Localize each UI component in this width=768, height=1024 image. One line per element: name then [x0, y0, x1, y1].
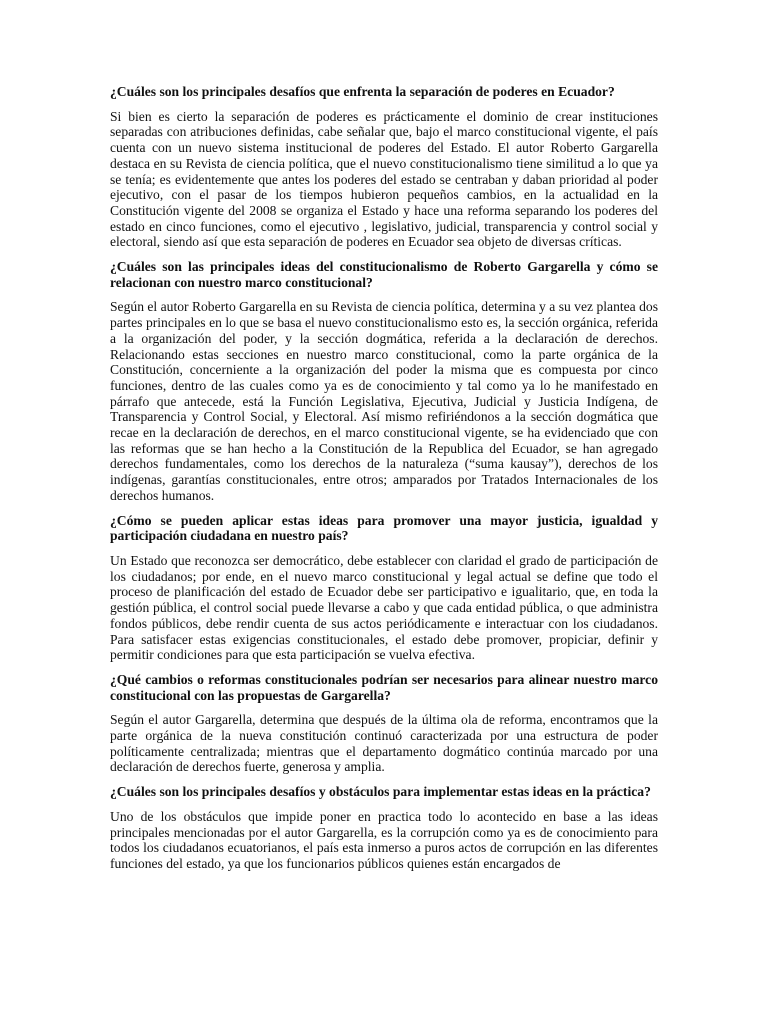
- section-paragraph: Un Estado que reconozca ser democrático, debe establecer con claridad el grado de participación de los ciudadanos; por ende, en el nuevo marco constitucional y legal actual se define que todo el proceso de planificación del estado de Ecuador debe ser participativo e igualitario, que, en toda la gestión pública, el control social puede llevarse a cabo y que cada entidad pública, o que administra fondos públicos, debe rendir cuenta de sus actos periódicamente e interactuar con los ciudadanos. Para satisfacer estas exigencias constitucionales, el estado debe promover, propiciar, definir y permitir condiciones para que esta participación se vuelva efectiva.: [110, 552, 658, 663]
- section-aplicar-ideas: [110, 513, 658, 663]
- section-heading: ¿Cuáles son los principales desafíos y obstáculos para implementar estas ideas en la práctica?: [110, 784, 651, 800]
- section-heading: ¿Cuáles son los principales desafíos que enfrenta la separación de poderes en Ecuador?: [110, 84, 615, 99]
- section-heading: ¿Cuáles son las principales ideas del constitucionalismo de Roberto Gargarella y cómo se relacionan con nuestro marco constitucional?: [110, 259, 658, 290]
- section-separacion-poderes: [110, 84, 658, 250]
- section-heading: ¿Qué cambios o reformas constitucionales podrían ser necesarios para alinear nuestro marco constitucional con las propuestas de Gargarella?: [110, 671, 658, 703]
- section-paragraph: Uno de los obstáculos que impide poner en practica todo lo acontecido en base a las ideas principales mencionadas por el autor Gargarella, es la corrupción como ya es de conocimiento para todos los ciudadanos ecuatorianos, el país esta inmerso a puros actos de corrupción en las diferentes funciones del estado, ya que los funcionarios públicos quienes están encargados de: [110, 808, 658, 871]
- document-page: [110, 84, 658, 881]
- section-reformas: [110, 672, 658, 775]
- section-obstaculos: [110, 784, 658, 872]
- section-paragraph: Según el autor Roberto Gargarella en su Revista de ciencia política, determina y a su vez plantea dos partes principales en lo que se basa el nuevo constitucionalismo esto es, la sección orgánica, referida a la organización del poder, y la sección dogmática, referida a la declaración de derechos. Relacionando estas secciones en nuestro marco constitucional, como la parte orgánica de la Constitución, concerniente a la organización del poder la misma que es compuesta por cinco funciones, dentro de las cuales como ya es de conocimiento y tal como ya lo he manifestado en párrafo que antecede, está la Función Legislativa, Ejecutiva, Judicial y Justicia Indígena, de Transparencia y Control Social, y Electoral. Así mismo refiriéndonos a la sección dogmática que recae en la declaración de derechos, en el marco constitucional vigente, se ha evidenciado que con las reformas que se han hecho a la Constitución de la Republica del Ecuador, se han agregado derechos fundamentales, como los derechos de la naturaleza (“suma kausay”), derechos de los indígenas, garantías constitucionales, entre otros; amparados por Tratados Internacionales de los derechos humanos.: [110, 299, 658, 503]
- section-ideas-gargarella: [110, 259, 658, 504]
- section-paragraph: Según el autor Gargarella, determina que después de la última ola de reforma, encontramos que la parte orgánica de la nueva constitución continuó caracterizada por una estructura de poder políticamente centralizada; mientras que el departamento dogmático continúa marcado por una declaración de derechos fuerte, generosa y amplia.: [110, 712, 658, 775]
- section-heading: ¿Cómo se pueden aplicar estas ideas para promover una mayor justicia, igualdad y participación ciudadana en nuestro país?: [110, 512, 658, 544]
- section-paragraph: Si bien es cierto la separación de poderes es prácticamente el dominio de crear instituciones separadas con atribuciones definidas, cabe señalar que, bajo el marco constitucional vigente, el país cuenta con un nuevo sistema institucional de poderes del Estado. El autor Roberto Gargarella destaca en su Revista de ciencia política, que el nuevo constitucionalismo tiene similitud a lo que ya se tenía; es evidentemente que antes los poderes del estado se centraban y daban prioridad al poder ejecutivo, con el pasar de los tiempos hubieron pequeños cambios, en la actualidad en la Constitución vigente del 2008 se organiza el Estado y hace una reforma separando los poderes del estado en cinco funciones, como el ejecutivo , legislativo, judicial, transparencia y control social y electoral, siendo así que esta separación de poderes en Ecuador sea objeto de diversas críticas.: [110, 108, 658, 250]
